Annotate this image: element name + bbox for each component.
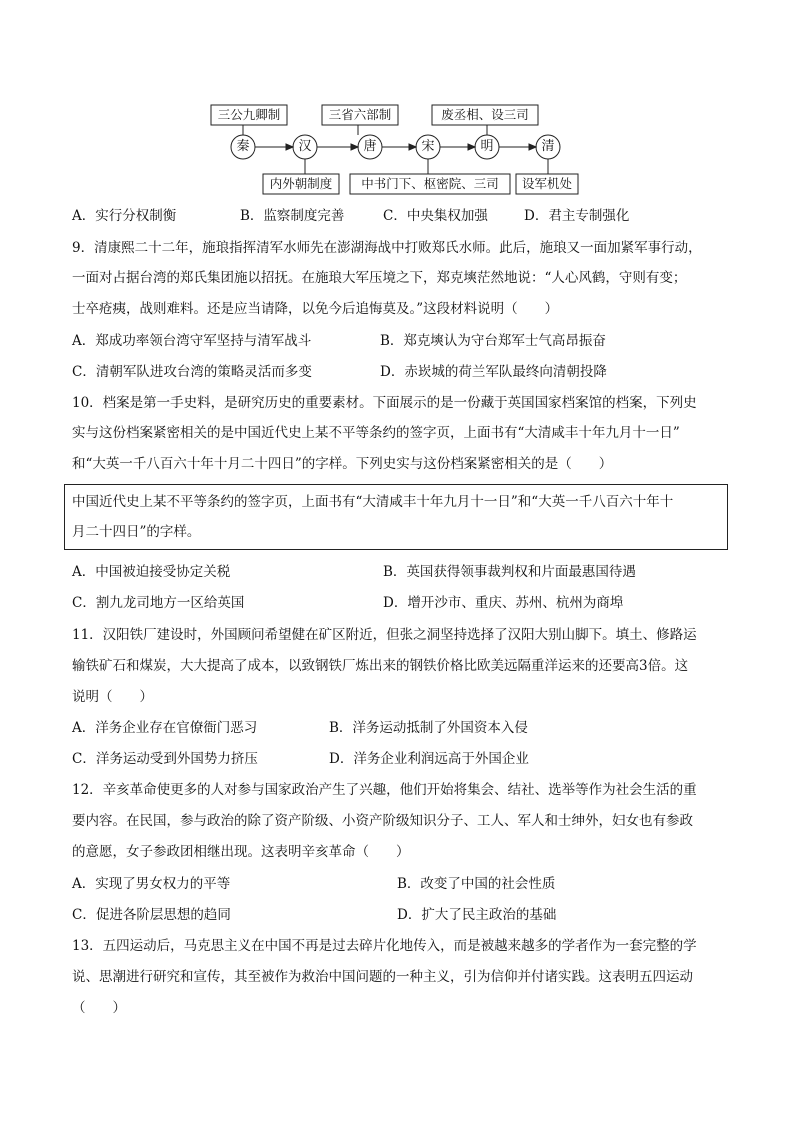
q9-stem-line: 一面对占据台湾的郑氏集团施以招抚。在施琅大军压境之下，郑克塽茫然地说：“人心风鹤，守则有变； [72, 270, 687, 286]
q9-option-d: D．赤崁城的荷兰军队最终向清朝投降 [380, 364, 607, 380]
q13-stem-line: （ ） [72, 1000, 126, 1016]
bottom-label-han: 内外朝制度 [269, 176, 333, 191]
q8-option-b: B．监察制度完善 [240, 208, 345, 224]
q10-stem-line: 和“大英一千八百六十年十月二十四日”的字样。下列史实与这份档案紧密相关的是（ ） [72, 456, 613, 472]
q10-box-line: 月二十四日”的字样。 [72, 524, 201, 540]
top-label-qin: 三公九卿制 [217, 107, 281, 122]
bottom-label-qing: 设军机处 [521, 176, 572, 191]
q9-option-c: C．清朝军队进攻台湾的策略灵活而多变 [72, 364, 312, 380]
q9-option-a: A．郑成功率领台湾守军坚持与清军战斗 [72, 333, 312, 349]
q11-stem-line: 说明（ ） [72, 689, 153, 705]
q10-option-b: B．英国获得领事裁判权和片面最惠国待遇 [383, 564, 636, 580]
q9-stem-line: 士卒疮痍，战则难料。还是应当请降，以免今后追悔莫及。”这段材料说明（ ） [72, 301, 559, 317]
node-han: 汉 [298, 139, 312, 154]
q12-option-b: B．改变了中国的社会性质 [397, 876, 556, 892]
q11-stem-line: 输铁矿石和煤炭，大大提高了成本，以致钢铁厂炼出来的钢铁价格比欧美远隔重洋运来的还要高3倍。这 [72, 658, 689, 674]
node-qin: 秦 [236, 139, 250, 154]
q8-option-a: A．实行分权制衡 [72, 208, 177, 224]
q12-option-a: A．实现了男女权力的平等 [72, 876, 231, 892]
q12-option-c: C．促进各阶层思想的趋同 [72, 907, 231, 923]
node-qing: 清 [541, 139, 555, 154]
node-tang: 唐 [363, 139, 377, 154]
node-ming: 明 [480, 139, 494, 154]
q11-option-a: A．洋务企业存在官僚衙门恶习 [72, 720, 258, 736]
q12-option-d: D．扩大了民主政治的基础 [397, 907, 557, 923]
q11-option-d: D．洋务企业利润远高于外国企业 [329, 751, 529, 767]
q12-stem-line: 要内容。在民国，参与政治的除了资产阶级、小资产阶级知识分子、工人、军人和士绅外，妇女也有参政 [72, 813, 693, 829]
q11-stem-line: 11．汉阳铁厂建设时，外国顾问希望健在矿区附近，但张之洞坚持选择了汉阳大别山脚下。填土、修路运 [72, 627, 697, 643]
q10-option-a: A．中国被迫接受协定关税 [72, 564, 231, 580]
q11-option-c: C．洋务运动受到外国势力挤压 [72, 751, 258, 767]
q12-stem-line: 12．辛亥革命使更多的人对参与国家政治产生了兴趣，他们开始将集会、结社、选举等作为社会生活的重 [72, 782, 697, 798]
q10-stem-line: 10．档案是第一手史料，是研究历史的重要素材。下面展示的是一份藏于英国国家档案馆的档案，下列史 [72, 395, 697, 411]
top-label-ming: 废丞相、设三司 [441, 107, 529, 122]
q10-option-d: D．增开沙市、重庆、苏州、杭州为商埠 [383, 595, 624, 611]
top-label-tang: 三省六部制 [328, 107, 392, 122]
q8-option-d: D．君主专制强化 [524, 208, 630, 224]
dynasty-system-diagram [0, 100, 794, 200]
q10-option-c: C．割九龙司地方一区给英国 [72, 595, 245, 611]
q10-stem-line: 实与这份档案紧密相关的是中国近代史上某不平等条约的签字页，上面书有“大清咸丰十年九月十一日” [72, 425, 680, 441]
q13-stem-line: 13．五四运动后，马克思主义在中国不再是过去碎片化地传入，而是被越来越多的学者作为一套完整的学 [72, 938, 697, 954]
q13-stem-line: 说、思潮进行研究和宣传，其至被作为救治中国问题的一种主义，引为信仰并付诸实践。这表明五四运动 [72, 969, 693, 985]
node-song: 宋 [421, 139, 435, 154]
q9-stem-line: 9．清康熙二十二年，施琅指挥清军水师先在澎湖海战中打败郑氏水师。此后，施琅又一面加紧军事行动， [72, 240, 702, 256]
q11-option-b: B．洋务运动抵制了外国资本入侵 [329, 720, 528, 736]
q9-option-b: B．郑克塽认为守台郑军士气高昂振奋 [380, 333, 606, 349]
bottom-label-song: 中书门下、枢密院、三司 [361, 176, 499, 191]
q10-box-line: 中国近代史上某不平等条约的签字页，上面书有“大清咸丰十年九月十一日”和“大英一千八百六十年十 [72, 494, 674, 510]
q8-option-c: C．中央集权加强 [383, 208, 488, 224]
q12-stem-line: 的意愿，女子参政团相继出现。这表明辛亥革命（ ） [72, 844, 410, 860]
